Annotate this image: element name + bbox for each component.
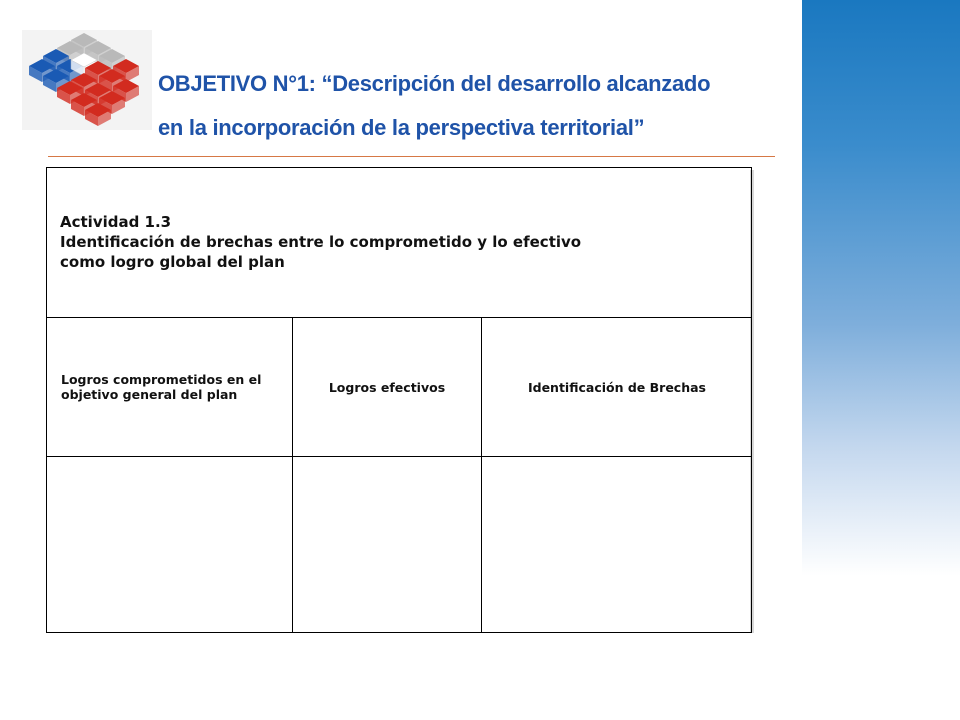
activity-description-line-1: Identificación de brechas entre lo comprometido y lo efectivo xyxy=(60,233,582,251)
table-cell-effective[interactable] xyxy=(293,457,481,632)
table-cell-committed[interactable] xyxy=(47,457,292,632)
government-logo-icon xyxy=(22,30,152,130)
title-divider xyxy=(48,156,775,157)
slide-title xyxy=(158,62,798,150)
activity-header-cell xyxy=(47,168,751,318)
column-header-effective: Logros efectivos xyxy=(328,379,446,395)
column-header-gaps: Identificación de Brechas xyxy=(527,379,706,395)
decorative-side-band xyxy=(802,0,960,720)
slide-title-line-2: en la incorporación de la perspectiva territorial” xyxy=(158,115,645,140)
slide-title-line-1: OBJETIVO N°1: “Descripción del desarrollo alcanzado xyxy=(158,71,711,96)
table-cell-gaps[interactable] xyxy=(482,457,751,632)
activity-label: Actividad 1.3 xyxy=(60,213,172,231)
column-header-committed: Logros comprometidos en el objetivo general del plan xyxy=(61,372,262,402)
activity-description-line-2: como logro global del plan xyxy=(60,253,285,271)
gap-analysis-table xyxy=(46,167,752,633)
activity-text xyxy=(60,212,740,272)
